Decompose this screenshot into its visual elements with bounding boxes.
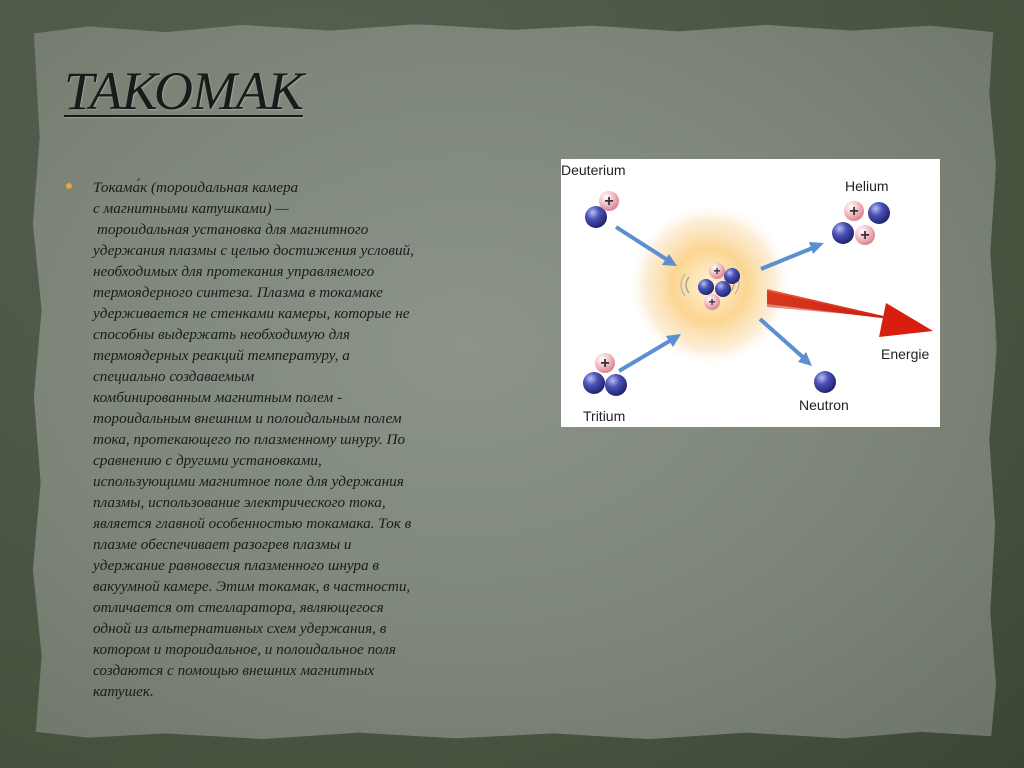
energy-label: Energie — [881, 346, 930, 362]
tritium-label: Tritium — [583, 408, 626, 424]
deuterium-label: Deuterium — [561, 162, 626, 178]
body-line: удержания плазмы с целью достижения условий, — [93, 242, 414, 259]
body-line: плазме обеспечивает разогрев плазмы и — [93, 536, 352, 553]
bullet-icon — [66, 183, 72, 189]
tritium-nucleus — [583, 353, 627, 396]
svg-text:+: + — [600, 355, 610, 372]
helium-nucleus — [832, 201, 890, 245]
body-line: необходимых для протекания управляемого — [93, 263, 375, 280]
body-line: отличается от стелларатора, являющегося — [93, 599, 384, 616]
body-line: удерживается не стенками камеры, которые не — [93, 305, 410, 322]
energy-arrow-icon — [767, 289, 933, 337]
helium-label: Helium — [845, 178, 889, 194]
body-line: способны выдержать необходимую для — [93, 326, 350, 343]
body-line: термоядерных реакций температуру, а — [93, 347, 350, 364]
body-line: одной из альтернативных схем удержания, в — [93, 620, 387, 637]
slide-title: ТАКОМАК — [64, 61, 303, 121]
svg-text:+: + — [713, 264, 721, 278]
body-line: комбинированным магнитным полем - — [93, 389, 343, 406]
fusion-diagram-svg — [561, 159, 940, 427]
body-line: специально создаваемым — [93, 368, 255, 385]
body-line: плазмы, использование электрического тока, — [93, 494, 386, 511]
neutron-particle — [814, 371, 836, 393]
body-line: сравнению с другими установками, — [93, 452, 322, 469]
fusion-diagram — [561, 159, 940, 427]
deuterium-nucleus — [585, 191, 619, 228]
body-line: котором и тороидальное, и полоидальное поля — [93, 641, 396, 658]
body-line: тороидальная установка для магнитного — [97, 221, 369, 238]
svg-text:+: + — [604, 193, 614, 210]
svg-text:+: + — [849, 203, 859, 220]
body-line: является главной особенностью токамака. Ток в — [93, 515, 412, 532]
neutron-label: Neutron — [799, 397, 849, 413]
body-line: Токама́к (тороидальная камера — [93, 179, 299, 196]
body-line: вакуумной камере. Этим токамак, в частности, — [93, 578, 411, 595]
svg-text:+: + — [708, 295, 716, 309]
svg-text:+: + — [860, 227, 870, 244]
body-line: удержание равновесия плазменного шнура в — [93, 557, 380, 574]
body-line: с магнитными катушками) — — [93, 200, 289, 217]
body-line: тороидальным внешним и полоидальным полем — [93, 410, 402, 427]
body-line: тока, протекающего по плазменному шнуру. По — [93, 431, 406, 448]
bullet-list — [66, 177, 506, 702]
body-line: термоядерного синтеза. Плазма в токамаке — [93, 284, 383, 301]
body-line: катушек. — [93, 683, 154, 700]
bullet-text — [93, 177, 498, 702]
body-line: использующими магнитное поле для удержания — [93, 473, 404, 490]
body-line: создаются с помощью внешних магнитных — [93, 662, 375, 679]
